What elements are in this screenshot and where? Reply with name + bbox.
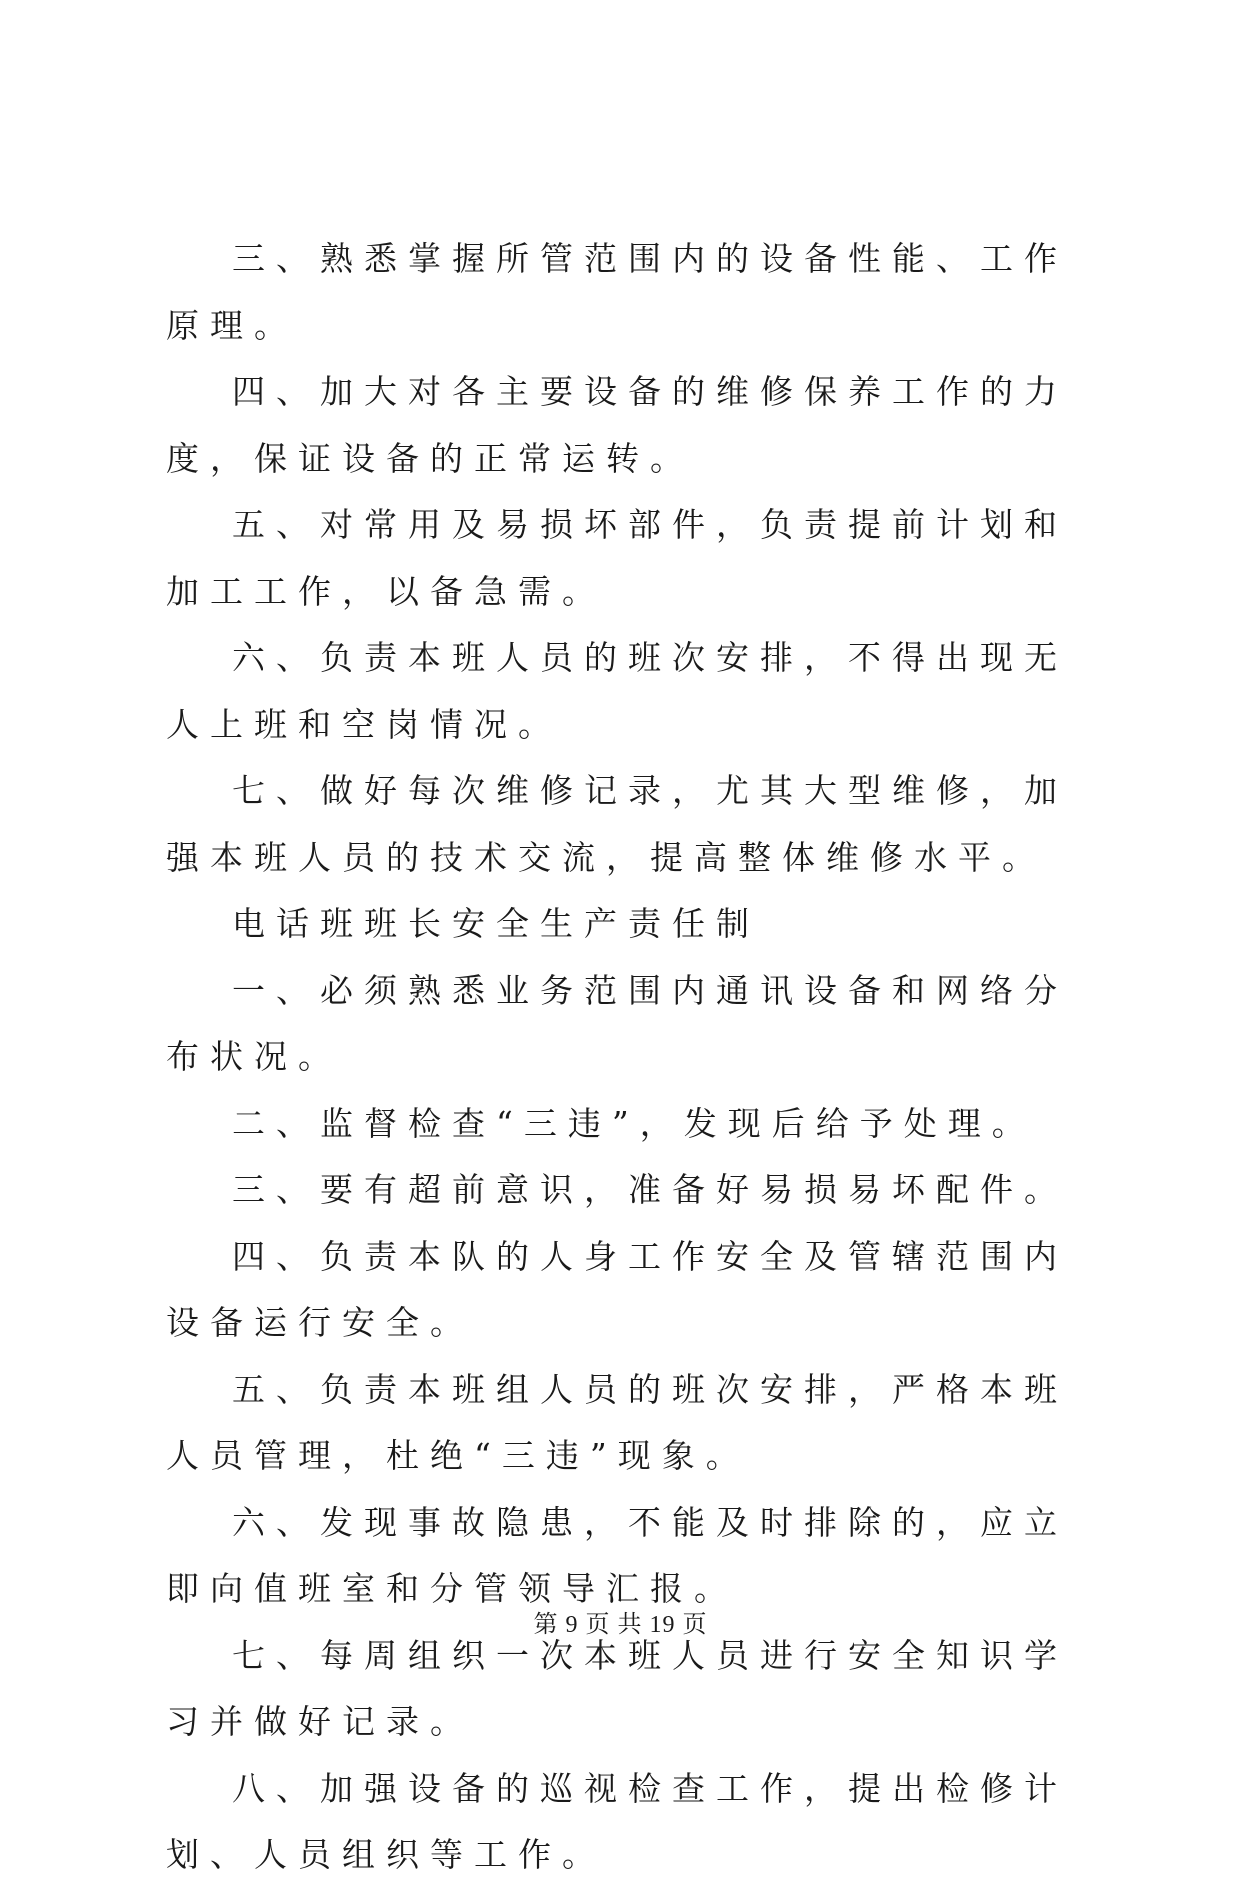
paragraph-item-7: 七、做好每次维修记录，尤其大型维修，加强本班人员的技术交流，提高整体维修水平。: [166, 771, 1068, 877]
paragraph-item-4b: 四、负责本队的人身工作安全及管辖范围内设备运行安全。: [166, 1236, 1068, 1342]
paragraph-item-2: 二、监督检查“三违”，发现后给予处理。: [232, 1103, 1036, 1143]
paragraph-item-6: 六、负责本班人员的班次安排，不得出现无人上班和空岗情况。: [166, 638, 1068, 744]
paragraph-item-7b: 七、每周组织一次本班人员进行安全知识学习并做好记录。: [166, 1635, 1068, 1741]
paragraph-item-1: 一、必须熟悉业务范围内通讯设备和网络分布状况。: [166, 970, 1068, 1076]
page-footer: 第 9 页 共 19 页: [533, 1612, 708, 1638]
paragraph-item-5b: 五、负责本班组人员的班次安排，严格本班人员管理，杜绝“三违”现象。: [166, 1369, 1068, 1475]
paragraph-item-3: 三、熟悉掌握所管范围内的设备性能、工作原理。: [166, 239, 1068, 345]
section-heading: 电话班班长安全生产责任制: [232, 904, 760, 943]
paragraph-item-4: 四、加大对各主要设备的维修保养工作的力度，保证设备的正常运转。: [166, 372, 1068, 478]
paragraph-item-3b: 三、要有超前意识，准备好易损易坏配件。: [232, 1170, 1068, 1209]
paragraph-item-5: 五、对常用及易损坏部件，负责提前计划和加工工作，以备急需。: [166, 505, 1068, 611]
paragraph-item-8b: 八、加强设备的巡视检查工作，提出检修计划、人员组织等工作。: [166, 1768, 1068, 1874]
document-body: [166, 226, 1084, 1889]
paragraph-item-6b: 六、发现事故隐患，不能及时排除的，应立即向值班室和分管领导汇报。: [166, 1502, 1068, 1608]
